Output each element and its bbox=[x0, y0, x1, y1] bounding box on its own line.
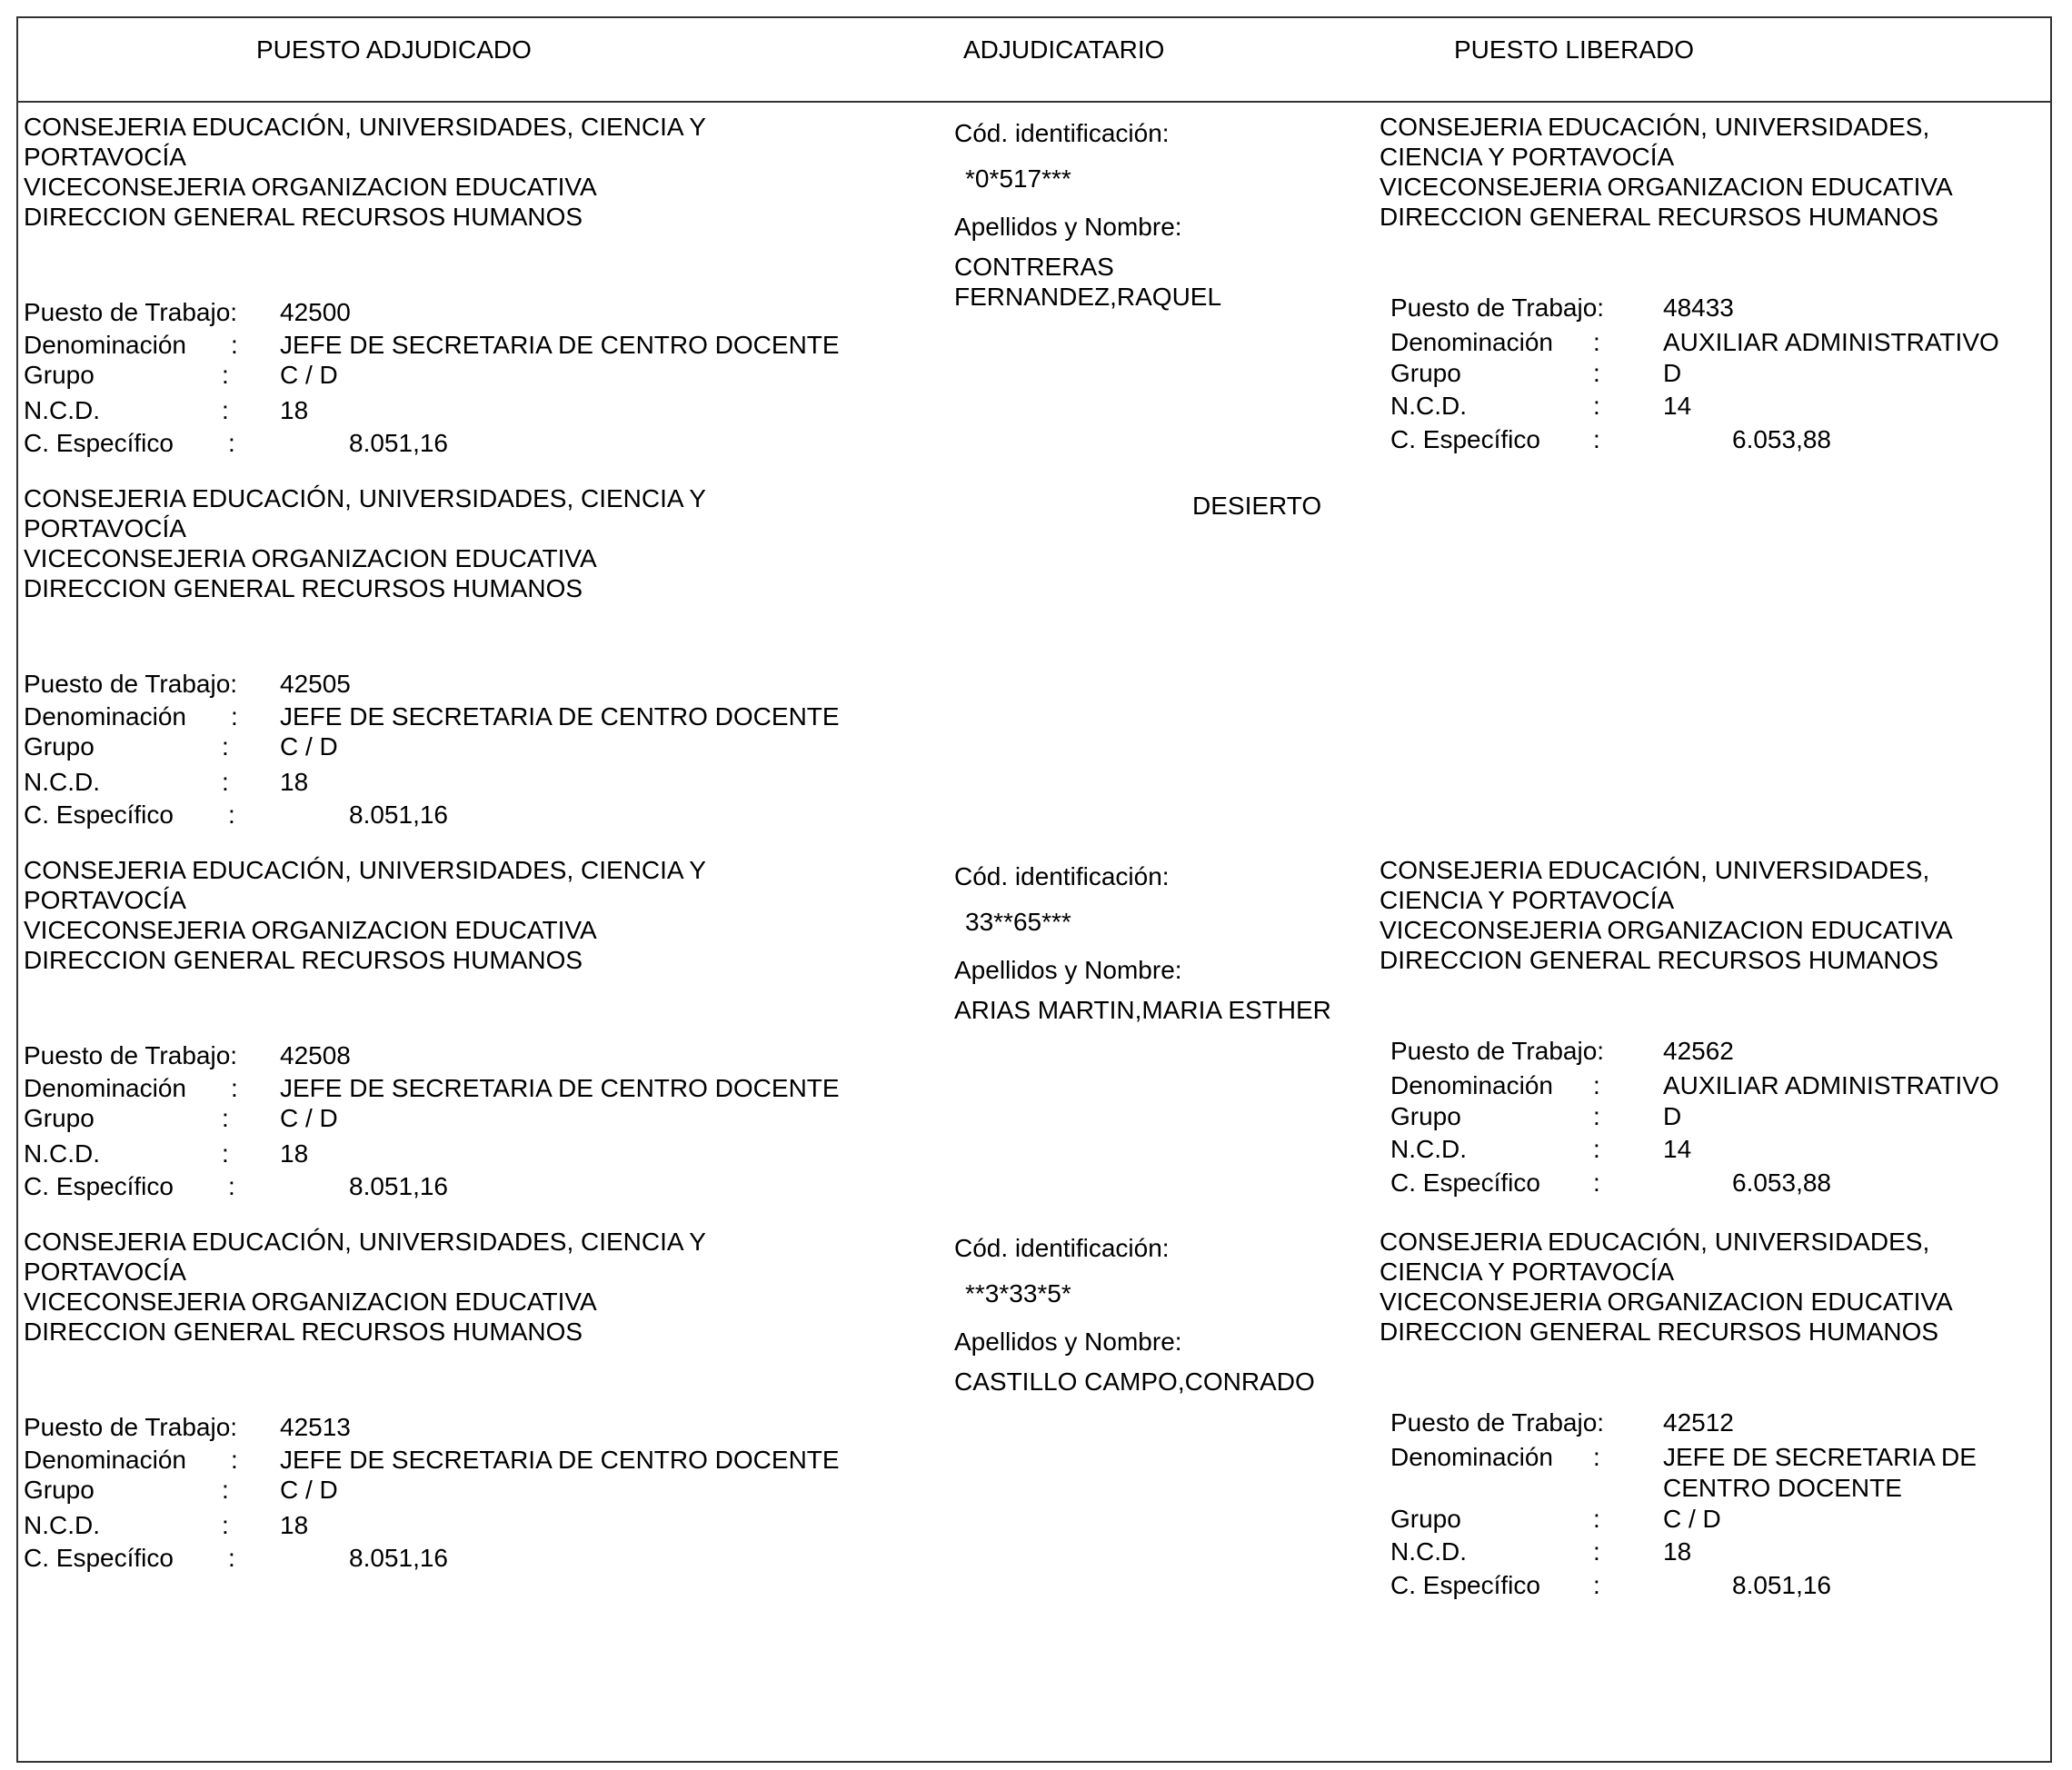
adjudicado-ncd-value: 18 bbox=[280, 1511, 309, 1539]
liberado-org-line: CONSEJERIA EDUCACIÓN, UNIVERSIDADES, bbox=[1380, 1228, 1930, 1256]
adjudicado-org-line: PORTAVOCÍA bbox=[24, 886, 186, 914]
liberado-grupo-colon: : bbox=[1593, 359, 1600, 387]
adjudicatario-name-line: FERNANDEZ,RAQUEL bbox=[954, 283, 1222, 311]
liberado-denominacion-value: CENTRO DOCENTE bbox=[1663, 1474, 1902, 1502]
adjudicatario-name-line: ARIAS MARTIN,MARIA ESTHER bbox=[954, 996, 1331, 1024]
adjudicado-org-line: PORTAVOCÍA bbox=[24, 514, 186, 542]
adjudicado-grupo-colon: : bbox=[222, 1104, 229, 1132]
liberado-puesto-label: Puesto de Trabajo: bbox=[1390, 293, 1605, 322]
liberado-puesto-value: 42562 bbox=[1663, 1037, 1734, 1065]
liberado-denominacion-colon: : bbox=[1593, 1071, 1600, 1099]
adjudicado-org-line: DIRECCION GENERAL RECURSOS HUMANOS bbox=[24, 203, 583, 231]
header-adjudicatario: ADJUDICATARIO bbox=[963, 35, 1165, 64]
adjudicado-grupo-colon: : bbox=[222, 361, 229, 389]
adjudicado-denominacion-colon: : bbox=[231, 331, 238, 359]
adjudicado-org-line: CONSEJERIA EDUCACIÓN, UNIVERSIDADES, CIENCIA Y bbox=[24, 484, 706, 512]
liberado-ncd-label: N.C.D. bbox=[1390, 1537, 1467, 1566]
adjudicado-denominacion-value: JEFE DE SECRETARIA DE CENTRO DOCENTE bbox=[280, 702, 840, 731]
adjudicado-org-line: CONSEJERIA EDUCACIÓN, UNIVERSIDADES, CIENCIA Y bbox=[24, 113, 706, 141]
cod-identificacion-value: *0*517*** bbox=[965, 164, 1071, 193]
adjudicado-especifico-label: C. Específico bbox=[24, 1172, 174, 1200]
liberado-ncd-colon: : bbox=[1593, 392, 1600, 420]
adjudicado-puesto-label: Puesto de Trabajo: bbox=[24, 298, 238, 326]
liberado-org-line: CIENCIA Y PORTAVOCÍA bbox=[1380, 1258, 1675, 1286]
adjudicado-denominacion-label: Denominación bbox=[24, 331, 186, 359]
adjudicado-denominacion-label: Denominación bbox=[24, 1074, 186, 1102]
adjudicado-grupo-label: Grupo bbox=[24, 361, 95, 389]
liberado-denominacion-value: AUXILIAR ADMINISTRATIVO bbox=[1663, 1071, 1999, 1099]
liberado-ncd-label: N.C.D. bbox=[1390, 1135, 1467, 1163]
adjudicatario-name-line: CASTILLO CAMPO,CONRADO bbox=[954, 1367, 1315, 1396]
liberado-ncd-label: N.C.D. bbox=[1390, 392, 1467, 420]
adjudicado-puesto-value: 42508 bbox=[280, 1041, 351, 1069]
liberado-ncd-value: 14 bbox=[1663, 392, 1692, 420]
liberado-grupo-label: Grupo bbox=[1390, 1102, 1461, 1130]
adjudicado-org-line: VICECONSEJERIA ORGANIZACION EDUCATIVA bbox=[24, 173, 597, 201]
liberado-org-line: CONSEJERIA EDUCACIÓN, UNIVERSIDADES, bbox=[1380, 113, 1930, 141]
adjudicado-especifico-value: 8.051,16 bbox=[349, 429, 448, 457]
adjudicado-grupo-colon: : bbox=[222, 1476, 229, 1504]
liberado-ncd-value: 14 bbox=[1663, 1135, 1692, 1163]
cod-identificacion-value: 33**65*** bbox=[965, 908, 1071, 936]
liberado-org-line: CIENCIA Y PORTAVOCÍA bbox=[1380, 886, 1675, 914]
cod-identificacion-label: Cód. identificación: bbox=[954, 862, 1170, 890]
adjudicado-puesto-value: 42513 bbox=[280, 1413, 351, 1441]
liberado-ncd-value: 18 bbox=[1663, 1537, 1692, 1566]
adjudicado-ncd-colon: : bbox=[222, 768, 229, 796]
liberado-puesto-label: Puesto de Trabajo: bbox=[1390, 1037, 1605, 1065]
adjudicado-especifico-colon: : bbox=[228, 800, 235, 829]
liberado-puesto-value: 42512 bbox=[1663, 1408, 1734, 1437]
adjudicado-denominacion-value: JEFE DE SECRETARIA DE CENTRO DOCENTE bbox=[280, 331, 840, 359]
adjudicado-ncd-value: 18 bbox=[280, 1139, 309, 1168]
adjudicado-denominacion-label: Denominación bbox=[24, 1446, 186, 1474]
liberado-grupo-colon: : bbox=[1593, 1102, 1600, 1130]
liberado-denominacion-value: JEFE DE SECRETARIA DE bbox=[1663, 1443, 1977, 1471]
liberado-especifico-label: C. Específico bbox=[1390, 1571, 1540, 1599]
desierto-label: DESIERTO bbox=[1192, 492, 1322, 520]
adjudicado-ncd-label: N.C.D. bbox=[24, 396, 100, 424]
liberado-grupo-colon: : bbox=[1593, 1505, 1600, 1533]
liberado-org-line: CONSEJERIA EDUCACIÓN, UNIVERSIDADES, bbox=[1380, 856, 1930, 884]
adjudicado-denominacion-value: JEFE DE SECRETARIA DE CENTRO DOCENTE bbox=[280, 1446, 840, 1474]
adjudicado-org-line: CONSEJERIA EDUCACIÓN, UNIVERSIDADES, CIENCIA Y bbox=[24, 1228, 706, 1256]
adjudicado-especifico-label: C. Específico bbox=[24, 429, 174, 457]
adjudicado-grupo-value: C / D bbox=[280, 1476, 338, 1504]
liberado-denominacion-label: Denominación bbox=[1390, 1071, 1553, 1099]
adjudicado-especifico-colon: : bbox=[228, 1544, 235, 1572]
liberado-especifico-value: 8.051,16 bbox=[1732, 1571, 1831, 1599]
adjudicado-org-line: VICECONSEJERIA ORGANIZACION EDUCATIVA bbox=[24, 1288, 597, 1316]
adjudicado-puesto-label: Puesto de Trabajo: bbox=[24, 1041, 238, 1069]
liberado-grupo-label: Grupo bbox=[1390, 1505, 1461, 1533]
liberado-especifico-colon: : bbox=[1593, 1571, 1600, 1599]
liberado-org-line: VICECONSEJERIA ORGANIZACION EDUCATIVA bbox=[1380, 916, 1953, 944]
adjudicado-puesto-value: 42500 bbox=[280, 298, 351, 326]
adjudicado-especifico-label: C. Específico bbox=[24, 800, 174, 829]
liberado-denominacion-colon: : bbox=[1593, 1443, 1600, 1471]
adjudicado-org-line: VICECONSEJERIA ORGANIZACION EDUCATIVA bbox=[24, 544, 597, 572]
apellidos-nombre-label: Apellidos y Nombre: bbox=[954, 956, 1182, 984]
adjudicado-ncd-label: N.C.D. bbox=[24, 1139, 100, 1168]
liberado-denominacion-colon: : bbox=[1593, 328, 1600, 356]
adjudicado-denominacion-colon: : bbox=[231, 1074, 238, 1102]
adjudicado-ncd-label: N.C.D. bbox=[24, 768, 100, 796]
liberado-denominacion-value: AUXILIAR ADMINISTRATIVO bbox=[1663, 328, 1999, 356]
adjudicado-ncd-label: N.C.D. bbox=[24, 1511, 100, 1539]
adjudicado-grupo-value: C / D bbox=[280, 361, 338, 389]
adjudicado-puesto-value: 42505 bbox=[280, 670, 351, 698]
liberado-org-line: VICECONSEJERIA ORGANIZACION EDUCATIVA bbox=[1380, 173, 1953, 201]
liberado-org-line: VICECONSEJERIA ORGANIZACION EDUCATIVA bbox=[1380, 1288, 1953, 1316]
liberado-grupo-value: C / D bbox=[1663, 1505, 1721, 1533]
adjudicado-org-line: DIRECCION GENERAL RECURSOS HUMANOS bbox=[24, 574, 583, 602]
liberado-especifico-value: 6.053,88 bbox=[1732, 425, 1831, 453]
adjudicado-denominacion-colon: : bbox=[231, 1446, 238, 1474]
liberado-grupo-value: D bbox=[1663, 1102, 1682, 1130]
liberado-ncd-colon: : bbox=[1593, 1537, 1600, 1566]
adjudicado-grupo-colon: : bbox=[222, 732, 229, 761]
cod-identificacion-label: Cód. identificación: bbox=[954, 119, 1170, 147]
adjudicado-ncd-colon: : bbox=[222, 396, 229, 424]
apellidos-nombre-label: Apellidos y Nombre: bbox=[954, 213, 1182, 241]
adjudicado-org-line: DIRECCION GENERAL RECURSOS HUMANOS bbox=[24, 1318, 583, 1346]
adjudicado-puesto-label: Puesto de Trabajo: bbox=[24, 670, 238, 698]
adjudicado-ncd-colon: : bbox=[222, 1511, 229, 1539]
adjudicado-especifico-label: C. Específico bbox=[24, 1544, 174, 1572]
adjudicado-grupo-value: C / D bbox=[280, 1104, 338, 1132]
liberado-org-line: DIRECCION GENERAL RECURSOS HUMANOS bbox=[1380, 946, 1939, 974]
liberado-grupo-value: D bbox=[1663, 359, 1682, 387]
adjudicado-denominacion-label: Denominación bbox=[24, 702, 186, 731]
adjudicado-especifico-colon: : bbox=[228, 1172, 235, 1200]
adjudicado-especifico-value: 8.051,16 bbox=[349, 1544, 448, 1572]
liberado-denominacion-label: Denominación bbox=[1390, 328, 1553, 356]
liberado-especifico-label: C. Específico bbox=[1390, 425, 1540, 453]
adjudicado-org-line: VICECONSEJERIA ORGANIZACION EDUCATIVA bbox=[24, 916, 597, 944]
liberado-org-line: DIRECCION GENERAL RECURSOS HUMANOS bbox=[1380, 203, 1939, 231]
liberado-puesto-label: Puesto de Trabajo: bbox=[1390, 1408, 1605, 1437]
adjudicado-grupo-label: Grupo bbox=[24, 1104, 95, 1132]
adjudicado-org-line: CONSEJERIA EDUCACIÓN, UNIVERSIDADES, CIENCIA Y bbox=[24, 856, 706, 884]
liberado-org-line: DIRECCION GENERAL RECURSOS HUMANOS bbox=[1380, 1318, 1939, 1346]
apellidos-nombre-label: Apellidos y Nombre: bbox=[954, 1328, 1182, 1356]
header-divider bbox=[16, 101, 2052, 103]
adjudicado-ncd-value: 18 bbox=[280, 768, 309, 796]
cod-identificacion-value: **3*33*5* bbox=[965, 1279, 1071, 1308]
adjudicado-org-line: PORTAVOCÍA bbox=[24, 1258, 186, 1286]
liberado-grupo-label: Grupo bbox=[1390, 359, 1461, 387]
adjudicatario-name-line: CONTRERAS bbox=[954, 253, 1114, 281]
liberado-denominacion-label: Denominación bbox=[1390, 1443, 1553, 1471]
adjudicado-ncd-colon: : bbox=[222, 1139, 229, 1168]
adjudicado-ncd-value: 18 bbox=[280, 396, 309, 424]
liberado-especifico-label: C. Específico bbox=[1390, 1168, 1540, 1197]
adjudicado-puesto-label: Puesto de Trabajo: bbox=[24, 1413, 238, 1441]
cod-identificacion-label: Cód. identificación: bbox=[954, 1234, 1170, 1262]
adjudicado-especifico-value: 8.051,16 bbox=[349, 800, 448, 829]
liberado-org-line: CIENCIA Y PORTAVOCÍA bbox=[1380, 143, 1675, 171]
adjudicado-denominacion-value: JEFE DE SECRETARIA DE CENTRO DOCENTE bbox=[280, 1074, 840, 1102]
liberado-especifico-colon: : bbox=[1593, 425, 1600, 453]
adjudicado-org-line: DIRECCION GENERAL RECURSOS HUMANOS bbox=[24, 946, 583, 974]
adjudicado-especifico-colon: : bbox=[228, 429, 235, 457]
adjudicado-grupo-label: Grupo bbox=[24, 732, 95, 761]
adjudicado-especifico-value: 8.051,16 bbox=[349, 1172, 448, 1200]
adjudicado-org-line: PORTAVOCÍA bbox=[24, 143, 186, 171]
liberado-especifico-colon: : bbox=[1593, 1168, 1600, 1197]
liberado-especifico-value: 6.053,88 bbox=[1732, 1168, 1831, 1197]
header-puesto-adjudicado: PUESTO ADJUDICADO bbox=[256, 35, 532, 64]
liberado-ncd-colon: : bbox=[1593, 1135, 1600, 1163]
liberado-puesto-value: 48433 bbox=[1663, 293, 1734, 322]
header-puesto-liberado: PUESTO LIBERADO bbox=[1454, 35, 1695, 64]
adjudicado-grupo-label: Grupo bbox=[24, 1476, 95, 1504]
adjudicado-grupo-value: C / D bbox=[280, 732, 338, 761]
adjudicado-denominacion-colon: : bbox=[231, 702, 238, 731]
